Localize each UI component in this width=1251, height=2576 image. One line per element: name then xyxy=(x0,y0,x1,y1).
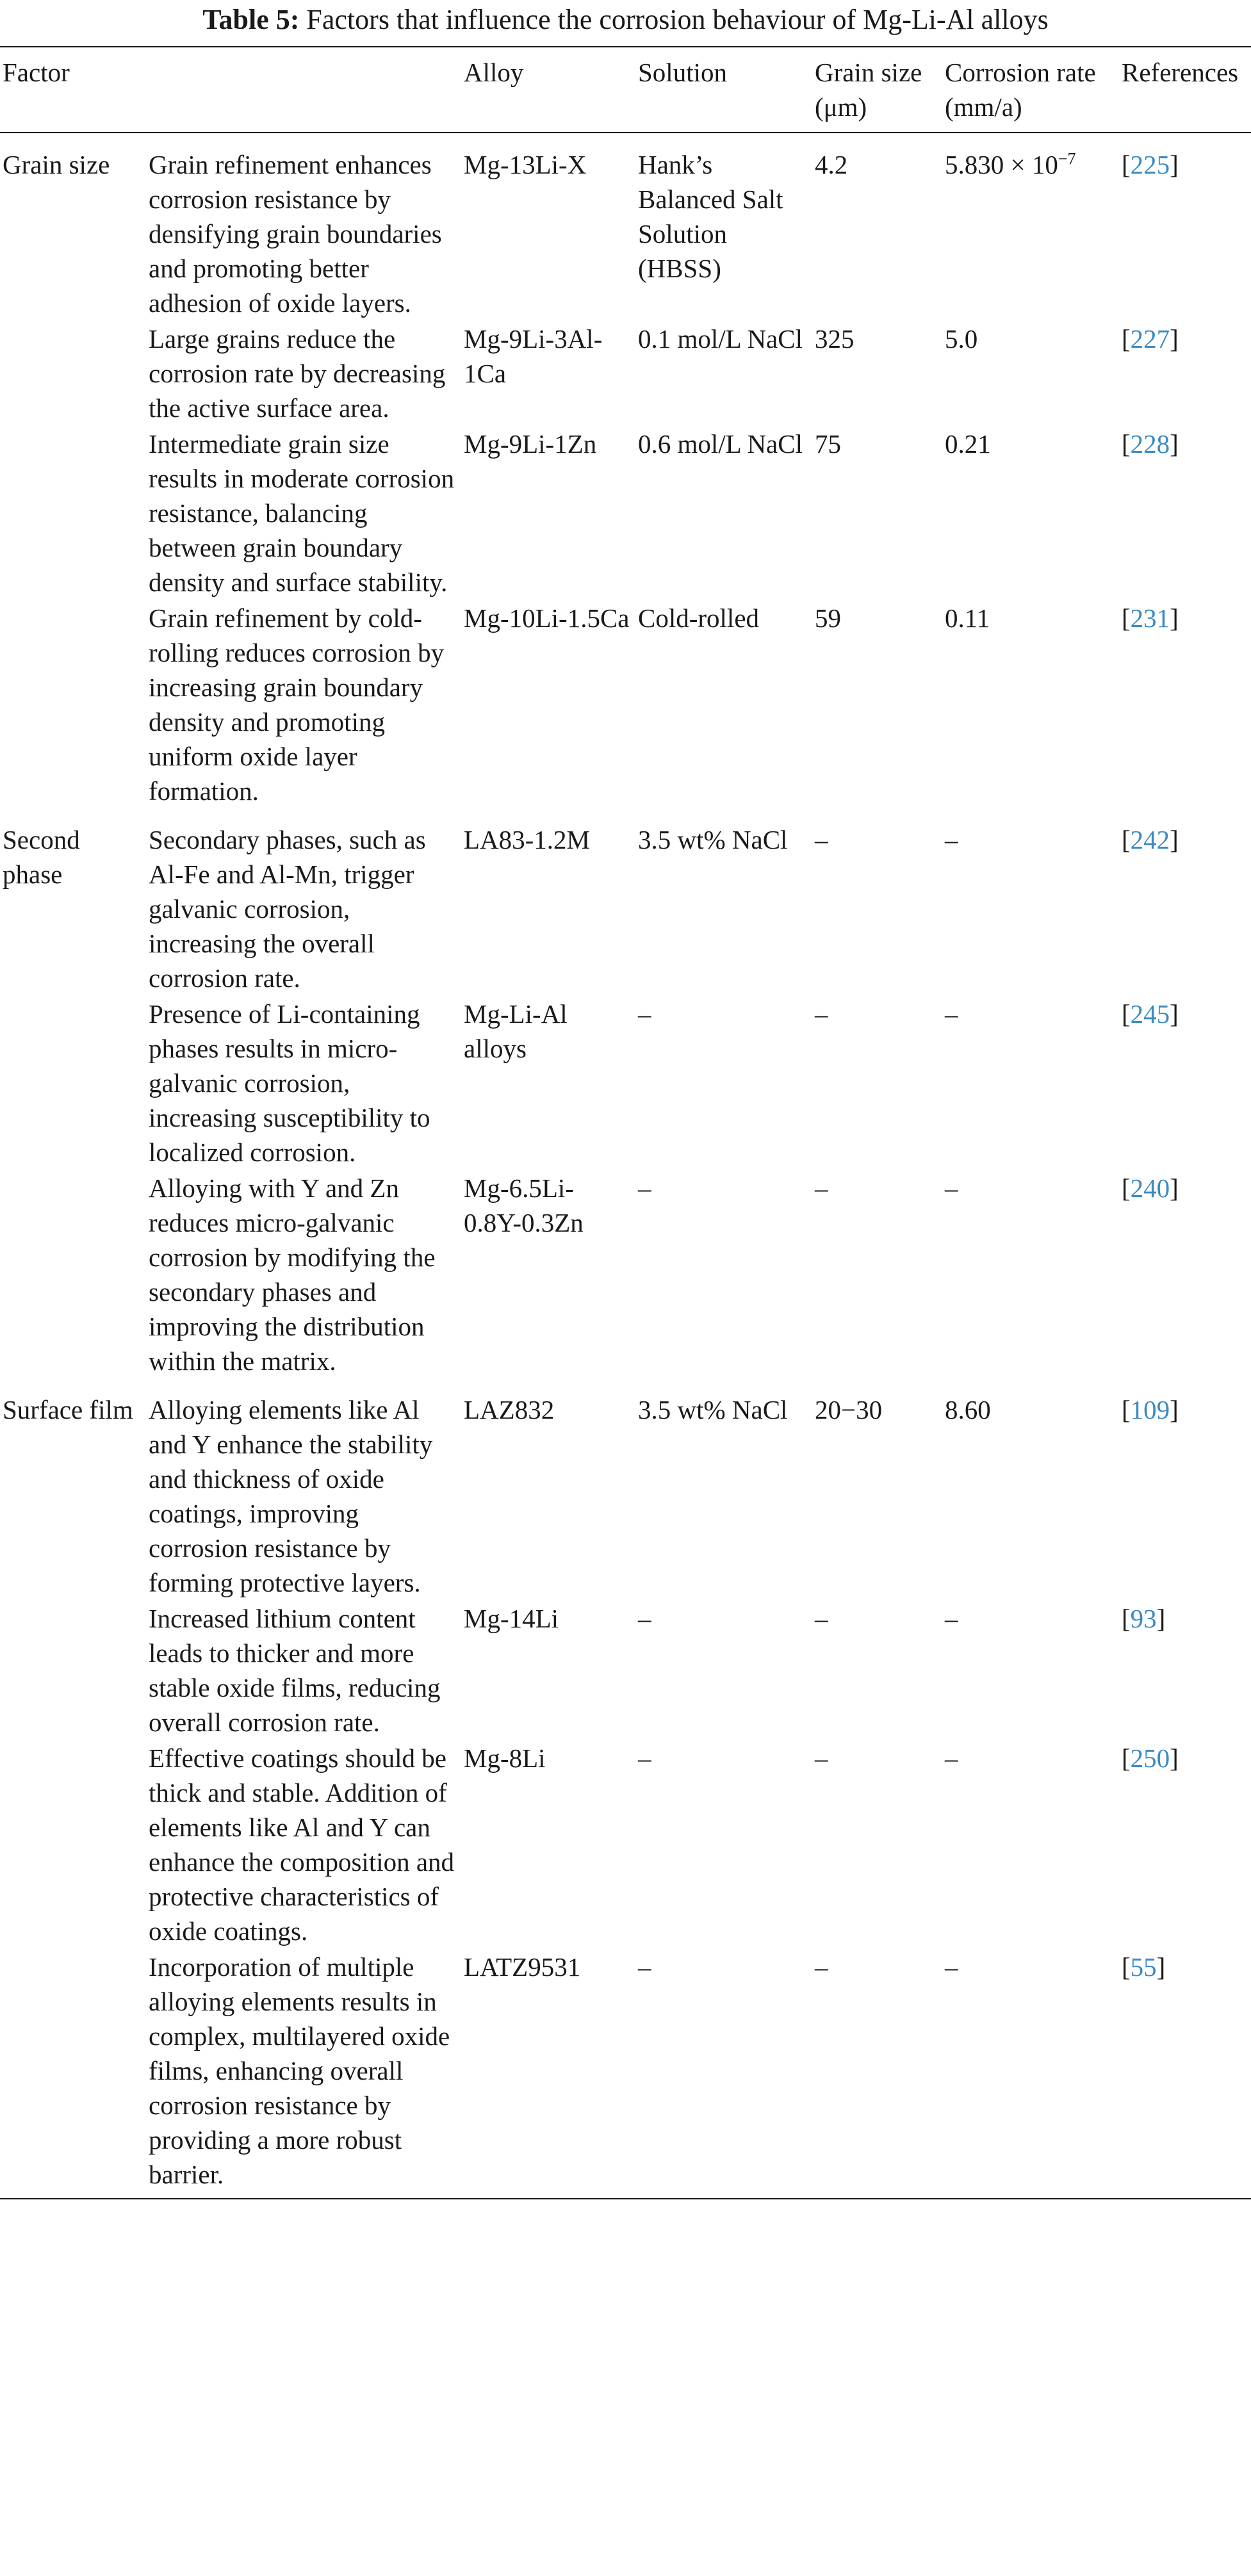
corrosion-rate-cell xyxy=(941,808,1118,995)
factor-cell xyxy=(0,995,145,1170)
corrosion-rate-value: – xyxy=(945,1604,958,1633)
grain-size-cell: – xyxy=(815,1604,828,1633)
table-caption xyxy=(0,0,1251,37)
corrosion-rate-cell xyxy=(941,1378,1118,1600)
description-cell: Increased lithium content leads to thicker and more stable oxide films, reducing overall corrosion rate. xyxy=(149,1604,441,1737)
table-row xyxy=(0,425,1251,599)
reference-cell: [245] xyxy=(1122,999,1179,1029)
grain-size-cell: – xyxy=(815,1952,828,1982)
table-row xyxy=(0,995,1251,1170)
alloy-cell: Mg-13Li-X xyxy=(464,150,587,179)
description-cell: Grain refinement enhances corrosion resistance by densifying grain boundaries and promoting better adhesion of oxide layers. xyxy=(149,150,442,318)
reference-link[interactable]: 250 xyxy=(1130,1743,1170,1773)
corrosion-rate-value: 0.21 xyxy=(945,429,991,459)
grain-size-cell: 20−30 xyxy=(815,1395,883,1424)
corrosion-rate-cell xyxy=(941,425,1118,599)
header-solution: Solution xyxy=(638,58,727,87)
alloy-cell: Mg-10Li-1.5Ca xyxy=(464,603,630,633)
alloy-cell: LATZ9531 xyxy=(464,1952,581,1982)
description-cell: Secondary phases, such as Al-Fe and Al-Mn, trigger galvanic corrosion, increasing the overall corrosion rate. xyxy=(149,825,426,993)
reference-cell: [227] xyxy=(1122,324,1179,354)
table-row xyxy=(0,1600,1251,1740)
alloy-cell: Mg-14Li xyxy=(464,1604,559,1633)
reference-link[interactable]: 242 xyxy=(1130,825,1170,854)
reference-cell: [225] xyxy=(1122,150,1179,179)
reference-cell: [231] xyxy=(1122,603,1179,633)
factor-cell: Surface film xyxy=(3,1395,133,1424)
solution-cell: – xyxy=(638,1173,651,1203)
table-row xyxy=(0,1948,1251,2199)
solution-cell: – xyxy=(638,1743,651,1773)
reference-cell: [55] xyxy=(1122,1952,1166,1982)
corrosion-rate-cell xyxy=(941,995,1118,1170)
corrosion-rate-value: – xyxy=(945,999,958,1029)
alloy-cell: Mg-8Li xyxy=(464,1743,546,1773)
factor-cell: Grain size xyxy=(3,150,110,179)
corrosion-rate-value: 0.11 xyxy=(945,603,990,633)
alloy-cell: LAZ832 xyxy=(464,1395,555,1424)
grain-size-cell: 59 xyxy=(815,603,841,633)
header-corrosion-rate: Corrosion rate (mm/a) xyxy=(945,58,1096,122)
corrosion-rate-value: – xyxy=(945,1743,958,1773)
table-row xyxy=(0,133,1251,320)
factor-cell xyxy=(0,599,145,808)
reference-link[interactable]: 228 xyxy=(1130,429,1170,459)
grain-size-cell: – xyxy=(815,825,828,854)
header-row xyxy=(0,47,1251,133)
table-header xyxy=(0,47,1251,133)
header-references: References xyxy=(1122,58,1239,87)
reference-link[interactable]: 225 xyxy=(1130,150,1170,179)
header-factor: Factor xyxy=(3,58,70,87)
corrosion-rate-value: – xyxy=(945,825,958,854)
reference-link[interactable]: 227 xyxy=(1130,324,1170,354)
reference-cell: [93] xyxy=(1122,1604,1166,1633)
table-caption-label: Table 5: xyxy=(202,4,300,35)
solution-cell: 0.6 mol/L NaCl xyxy=(638,429,803,459)
corrosion-rate-value: 5.830 × 10 xyxy=(945,150,1058,179)
description-cell: Grain refinement by cold-rolling reduces corrosion by increasing grain boundary density and promoting uniform oxide layer formation. xyxy=(149,603,445,806)
factor-cell xyxy=(0,1740,145,1948)
reference-cell: [242] xyxy=(1122,825,1179,854)
grain-size-cell: 4.2 xyxy=(815,150,848,179)
table-row xyxy=(0,320,1251,425)
reference-link[interactable]: 231 xyxy=(1130,603,1170,633)
description-cell: Presence of Li-containing phases results in micro-galvanic corrosion, increasing susceptibility to localized corrosion. xyxy=(149,999,430,1167)
reference-link[interactable]: 55 xyxy=(1130,1952,1157,1982)
corrosion-rate-value: 5.0 xyxy=(945,324,978,354)
grain-size-cell: – xyxy=(815,1173,828,1203)
alloy-cell: Mg-9Li-3Al-1Ca xyxy=(464,324,603,388)
corrosion-rate-value: 8.60 xyxy=(945,1395,991,1424)
factor-cell xyxy=(0,1170,145,1378)
factor-cell xyxy=(0,1948,145,2199)
description-cell: Alloying elements like Al and Y enhance the stability and thickness of oxide coatings, improving corrosion resistance by forming protective layers. xyxy=(149,1395,433,1597)
solution-cell: 3.5 wt% NaCl xyxy=(638,825,788,854)
header-grain-size: Grain size (μm) xyxy=(815,58,922,122)
alloy-cell: Mg-Li-Al alloys xyxy=(464,999,568,1063)
reference-cell: [109] xyxy=(1122,1395,1179,1424)
solution-cell: 0.1 mol/L NaCl xyxy=(638,324,803,354)
alloy-cell: Mg-6.5Li-0.8Y-0.3Zn xyxy=(464,1173,584,1237)
corrosion-rate-cell xyxy=(941,133,1118,320)
description-cell: Alloying with Y and Zn reduces micro-galvanic corrosion by modifying the secondary phases and improving the distribution within the matrix. xyxy=(149,1173,436,1376)
corrosion-rate-cell xyxy=(941,1740,1118,1948)
reference-link[interactable]: 245 xyxy=(1130,999,1170,1029)
solution-cell: – xyxy=(638,1952,651,1982)
table-caption-text: Factors that influence the corrosion behaviour of Mg-Li-Al alloys xyxy=(306,4,1049,35)
description-cell: Intermediate grain size results in moderate corrosion resistance, balancing between grain boundary density and surface stability. xyxy=(149,429,455,597)
corrosion-rate-cell xyxy=(941,320,1118,425)
table-body xyxy=(0,133,1251,2199)
reference-link[interactable]: 93 xyxy=(1130,1604,1157,1633)
reference-link[interactable]: 240 xyxy=(1130,1173,1170,1203)
corrosion-rate-cell xyxy=(941,1170,1118,1378)
corrosion-rate-cell xyxy=(941,1600,1118,1740)
table-row xyxy=(0,808,1251,995)
corrosion-rate-value: – xyxy=(945,1952,958,1982)
solution-cell: Hank’s Balanced Salt Solution (HBSS) xyxy=(638,150,783,283)
alloy-cell: LA83-1.2M xyxy=(464,825,591,854)
solution-cell: 3.5 wt% NaCl xyxy=(638,1395,788,1424)
corrosion-rate-cell xyxy=(941,1948,1118,2199)
header-alloy: Alloy xyxy=(464,58,524,87)
reference-link[interactable]: 109 xyxy=(1130,1395,1170,1424)
table-row xyxy=(0,599,1251,808)
corrosion-factors-table xyxy=(0,46,1251,2199)
description-cell: Incorporation of multiple alloying elements results in complex, multilayered oxide films, enhancing overall corrosion resistance by providing a more robust barrier. xyxy=(149,1952,450,2189)
reference-cell: [240] xyxy=(1122,1173,1179,1203)
factor-cell xyxy=(0,425,145,599)
description-cell: Effective coatings should be thick and stable. Addition of elements like Al and Y can enhance the composition and protective characteristics of oxide coatings. xyxy=(149,1743,455,1946)
corrosion-rate-exponent: −7 xyxy=(1058,149,1076,168)
grain-size-cell: – xyxy=(815,1743,828,1773)
corrosion-rate-value: – xyxy=(945,1173,958,1203)
grain-size-cell: 75 xyxy=(815,429,841,459)
grain-size-cell: – xyxy=(815,999,828,1029)
reference-cell: [228] xyxy=(1122,429,1179,459)
factor-cell xyxy=(0,1600,145,1740)
corrosion-rate-cell xyxy=(941,599,1118,808)
solution-cell: – xyxy=(638,999,651,1029)
solution-cell: Cold-rolled xyxy=(638,603,760,633)
table-row xyxy=(0,1378,1251,1600)
factor-cell xyxy=(0,320,145,425)
alloy-cell: Mg-9Li-1Zn xyxy=(464,429,597,459)
grain-size-cell: 325 xyxy=(815,324,854,354)
factor-cell: Second phase xyxy=(3,825,80,889)
reference-cell: [250] xyxy=(1122,1743,1179,1773)
description-cell: Large grains reduce the corrosion rate by decreasing the active surface area. xyxy=(149,324,446,423)
table-row xyxy=(0,1740,1251,1948)
solution-cell: – xyxy=(638,1604,651,1633)
table-row xyxy=(0,1170,1251,1378)
